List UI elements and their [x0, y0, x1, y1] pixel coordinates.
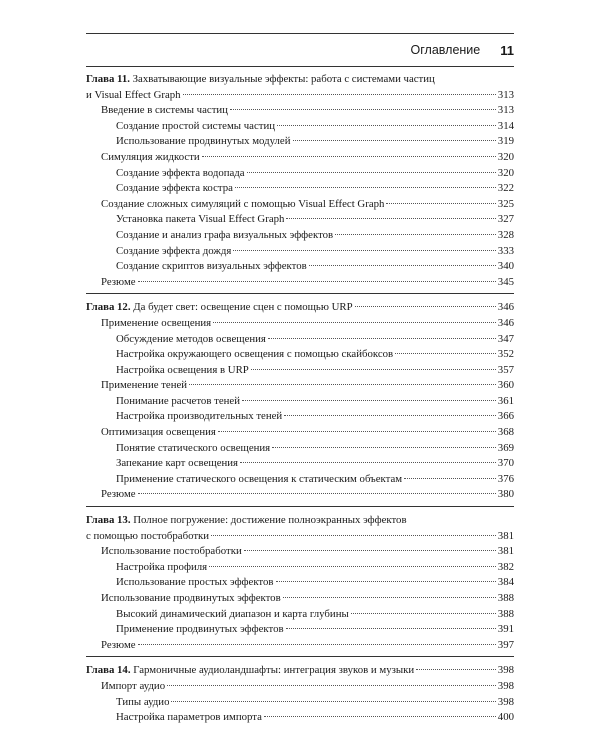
toc-subsection-entry[interactable] [86, 119, 514, 135]
dot-leader [355, 306, 496, 307]
entry-label: Использование продвинутых модулей [116, 135, 291, 148]
entry-label: Резюме [101, 638, 136, 651]
entry-page: 361 [497, 394, 514, 407]
dot-leader [247, 172, 496, 173]
entry-page: 382 [497, 560, 514, 573]
entry-page: 384 [497, 576, 514, 589]
dot-leader [218, 431, 496, 432]
chapter-title: Да будет свет: освещение сцен с помощью URP [133, 301, 353, 314]
chapter-title: Захватывающие визуальные эффекты: работа с системами частиц [132, 73, 435, 85]
chapter-title: Полное погружение: достижение полноэкранных эффектов [133, 514, 407, 527]
entry-label: Настройка профиля [116, 560, 208, 573]
entry-page: 345 [497, 275, 514, 288]
chapter-section [86, 663, 514, 728]
dot-leader [233, 250, 496, 251]
dot-leader [189, 384, 496, 385]
entry-page: 313 [497, 104, 514, 117]
entry-label: Создание простой системы частиц [116, 119, 276, 132]
toc-subsection-entry[interactable] [86, 695, 514, 711]
dot-leader [240, 462, 496, 463]
page-number: 11 [500, 42, 514, 58]
entry-label: Высокий динамический диапазон и карта глубины [116, 607, 349, 620]
dot-leader [183, 94, 496, 95]
toc-subsection-entry[interactable] [86, 560, 514, 576]
dot-leader [242, 400, 496, 401]
toc-subsection-entry[interactable] [86, 244, 514, 260]
toc-subsection-entry[interactable] [86, 332, 514, 348]
entry-page: 360 [497, 379, 514, 392]
entry-label: Применение продвинутых эффектов [116, 623, 284, 636]
chapter-number: Глава 11. [86, 73, 130, 85]
chapter-heading[interactable] [86, 300, 514, 316]
toc-subsection-entry[interactable] [86, 134, 514, 150]
chapter-heading[interactable] [86, 513, 514, 529]
entry-label: Настройка производительных теней [116, 410, 283, 423]
entry-page: 398 [497, 695, 514, 708]
entry-label: Установка пакета Visual Effect Graph [116, 213, 285, 226]
entry-page: 398 [497, 679, 514, 692]
entry-label: Настройка параметров импорта [116, 711, 262, 724]
dot-leader [268, 338, 496, 339]
chapter-heading[interactable] [86, 663, 514, 679]
dot-leader [416, 669, 496, 670]
entry-page: 314 [497, 119, 514, 132]
toc-subsection-entry[interactable] [86, 622, 514, 638]
chapter-page: 381 [497, 529, 514, 542]
entry-page: 333 [497, 244, 514, 257]
dot-leader [230, 109, 496, 110]
entry-page: 352 [497, 348, 514, 361]
dot-leader [202, 156, 496, 157]
entry-page: 340 [497, 260, 514, 273]
entry-label: Оптимизация освещения [101, 426, 216, 439]
toc-subsection-entry[interactable] [86, 228, 514, 244]
entry-label: Запекание карт освещения [116, 457, 239, 470]
entry-page: 327 [497, 213, 514, 226]
toc-section-entry[interactable] [86, 544, 514, 560]
toc-subsection-entry[interactable] [86, 710, 514, 726]
entry-label: Типы аудио [116, 695, 170, 708]
entry-label: Создание скриптов визуальных эффектов [116, 260, 307, 273]
chapter-label [86, 300, 353, 316]
toc-section-entry[interactable] [86, 197, 514, 213]
entry-page: 347 [497, 332, 514, 345]
entry-label: Настройка освещения в URP [116, 363, 249, 376]
running-title: Оглавление [410, 43, 481, 57]
toc-subsection-entry[interactable] [86, 575, 514, 591]
dot-leader [395, 353, 496, 354]
entry-label: Создание эффекта костра [116, 182, 233, 195]
entry-label: Понятие статического освещения [116, 441, 271, 454]
dot-leader [309, 265, 496, 266]
entry-label: Создание эффекта водопада [116, 166, 245, 179]
entry-label: Симуляция жидкости [101, 150, 200, 163]
chapter-section [86, 72, 514, 294]
chapter-section [86, 513, 514, 657]
entry-page: 391 [497, 623, 514, 636]
toc-subsection-entry[interactable] [86, 166, 514, 182]
entry-page: 388 [497, 592, 514, 604]
entry-page: 346 [497, 316, 514, 329]
entry-page: 381 [497, 545, 514, 558]
entry-page: 320 [497, 150, 514, 163]
entry-page: 369 [497, 441, 514, 454]
entry-label: Настройка окружающего освещения с помощью скайбоксов [116, 348, 394, 361]
chapter-number: Глава 14. [86, 664, 131, 677]
entry-page: 388 [497, 607, 514, 620]
chapter-title: Гармоничные аудиоландшафты: интеграция звуков и музыки [133, 664, 415, 677]
entry-label: Создание и анализ графа визуальных эффектов [116, 228, 334, 241]
chapter-heading[interactable] [86, 72, 514, 88]
entry-label: Введение в системы частиц [101, 104, 228, 117]
entry-label: Понимание расчетов теней [116, 394, 240, 407]
dot-leader [286, 628, 496, 629]
dot-leader [276, 581, 496, 582]
entry-label: Использование постобработки [101, 545, 242, 558]
dot-leader [283, 597, 496, 598]
dot-leader [286, 218, 495, 219]
entry-page: 370 [497, 457, 514, 470]
entry-page: 320 [497, 166, 514, 179]
toc-subsection-entry[interactable] [86, 347, 514, 363]
dot-leader [284, 415, 496, 416]
chapter-heading-continued[interactable] [86, 529, 514, 545]
dot-leader [351, 613, 496, 614]
entry-label: Использование простых эффектов [116, 576, 274, 589]
toc-subsection-entry[interactable] [86, 259, 514, 275]
chapter-number: Глава 13. [86, 514, 131, 527]
entry-page: 319 [497, 135, 514, 148]
entry-label: Создание эффекта дождя [116, 244, 232, 257]
toc-subsection-entry[interactable] [86, 394, 514, 410]
entry-page: 376 [497, 472, 514, 485]
entry-page: 400 [497, 711, 514, 724]
entry-label: Использование продвинутых эффектов [101, 592, 281, 604]
entry-label: Резюме [101, 488, 136, 501]
chapter-heading-continued[interactable] [86, 88, 514, 104]
toc-section-entry[interactable] [86, 591, 514, 607]
page-header [86, 33, 514, 67]
entry-label: Применение теней [101, 379, 188, 392]
toc-subsection-entry[interactable] [86, 607, 514, 623]
entry-label: Применение освещения [101, 316, 212, 329]
entry-page: 366 [497, 410, 514, 423]
chapter-title-continued: с помощью постобработки [86, 529, 210, 542]
entry-page: 397 [497, 638, 514, 651]
chapter-title-continued: и Visual Effect Graph [86, 88, 181, 101]
dot-leader [272, 447, 496, 448]
entry-page: 325 [497, 197, 514, 210]
chapter-section [86, 300, 514, 507]
toc-subsection-entry[interactable] [86, 212, 514, 228]
table-of-contents [86, 72, 514, 735]
dot-leader [138, 281, 496, 282]
dot-leader [235, 187, 496, 188]
entry-label: Применение статического освещения к статическим объектам [116, 472, 403, 485]
toc-section-entry[interactable] [86, 275, 514, 291]
toc-section-entry[interactable] [86, 679, 514, 695]
toc-section-entry[interactable] [86, 425, 514, 441]
chapter-page: 346 [497, 301, 514, 314]
toc-section-entry[interactable] [86, 150, 514, 166]
dot-leader [138, 493, 496, 494]
dot-leader [209, 566, 496, 567]
entry-label: Создание сложных симуляций с помощью Visual Effect Graph [101, 197, 385, 210]
toc-subsection-entry[interactable] [86, 472, 514, 488]
dot-leader [251, 369, 496, 370]
chapter-page: 313 [497, 88, 514, 101]
toc-subsection-entry[interactable] [86, 181, 514, 197]
dot-leader [404, 478, 496, 479]
toc-section-entry[interactable] [86, 487, 514, 503]
dot-leader [386, 203, 495, 204]
dot-leader [138, 644, 496, 645]
toc-subsection-entry[interactable] [86, 409, 514, 425]
entry-label: Резюме [101, 275, 136, 288]
entry-page: 322 [497, 182, 514, 195]
entry-label: Обсуждение методов освещения [116, 332, 266, 345]
toc-section-entry[interactable] [86, 316, 514, 332]
entry-page: 357 [497, 363, 514, 376]
dot-leader [335, 234, 496, 235]
entry-page: 368 [497, 426, 514, 439]
dot-leader [167, 685, 496, 686]
dot-leader [244, 550, 496, 551]
toc-subsection-entry[interactable] [86, 441, 514, 457]
chapter-page: 398 [497, 664, 514, 677]
toc-section-entry[interactable] [86, 103, 514, 119]
chapter-label [86, 663, 414, 679]
entry-page: 380 [497, 488, 514, 501]
entry-label: Импорт аудио [101, 679, 166, 692]
toc-section-entry[interactable] [86, 378, 514, 394]
toc-section-entry[interactable] [86, 638, 514, 654]
chapter-number: Глава 12. [86, 301, 131, 314]
dot-leader [277, 125, 496, 126]
toc-subsection-entry[interactable] [86, 363, 514, 379]
dot-leader [213, 322, 496, 323]
dot-leader [293, 140, 496, 141]
toc-subsection-entry[interactable] [86, 456, 514, 472]
entry-page: 328 [497, 228, 514, 241]
dot-leader [171, 701, 495, 702]
dot-leader [264, 716, 496, 717]
dot-leader [211, 535, 496, 536]
